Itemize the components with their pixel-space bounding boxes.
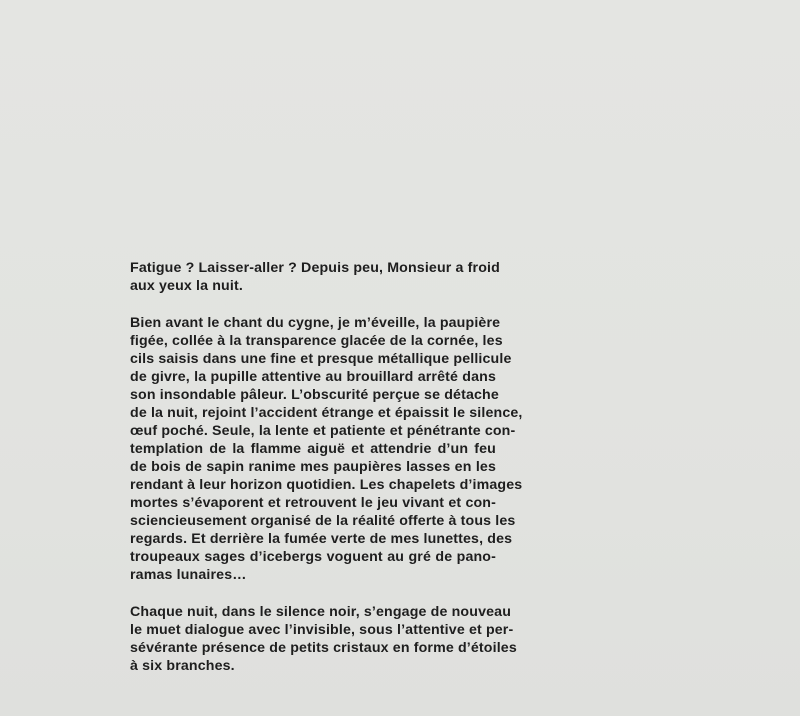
paragraph-3 [130,603,517,675]
text-line: à six branches. [130,658,235,674]
text-line: de la nuit, rejoint l’accident étrange et épaissit le silence, [130,405,523,421]
paragraph-1 [130,259,500,295]
text-line: ramas lunaires… [130,567,247,583]
text-line: son insondable pâleur. L’obscurité perçue se détache [130,387,499,403]
text-line: rendant à leur horizon quotidien. Les chapelets d’images [130,477,523,493]
text-line: Chaque nuit, dans le silence noir, s’engage de nouveau [130,604,512,620]
paragraph-gap [130,584,496,603]
text-line: cils saisis dans une fine et presque métallique pellicule [130,351,512,367]
paragraph-gap [130,295,496,314]
text-line: regards. Et derrière la fumée verte de mes lunettes, des [130,531,513,547]
text-line: de givre, la pupille attentive au brouillard arrêté dans [130,369,496,385]
text-block [130,259,523,675]
text-line: troupeaux sages d’icebergs voguent au gré de pano- [130,549,496,565]
text-line: Fatigue ? Laisser-aller ? Depuis peu, Monsieur a froid [130,260,500,276]
paragraph-2 [130,314,523,584]
text-line: sciencieusement organisé de la réalité offerte à tous les [130,513,516,529]
text-line: le muet dialogue avec l’invisible, sous l’attentive et per- [130,622,514,638]
text-line: Bien avant le chant du cygne, je m’éveille, la paupière [130,315,501,331]
text-line: figée, collée à la transparence glacée de la cornée, les [130,333,503,349]
text-line: sévérante présence de petits cristaux en forme d’étoiles [130,640,517,656]
text-line: aux yeux la nuit. [130,278,243,294]
text-line: mortes s’évaporent et retrouvent le jeu vivant et con- [130,495,496,511]
text-line: de bois de sapin ranime mes paupières lasses en les [130,459,496,475]
text-line: œuf poché. Seule, la lente et patiente et pénétrante con- [130,423,516,439]
text-line: templation de la flamme aiguë et attendrie d’un feu [130,441,496,457]
